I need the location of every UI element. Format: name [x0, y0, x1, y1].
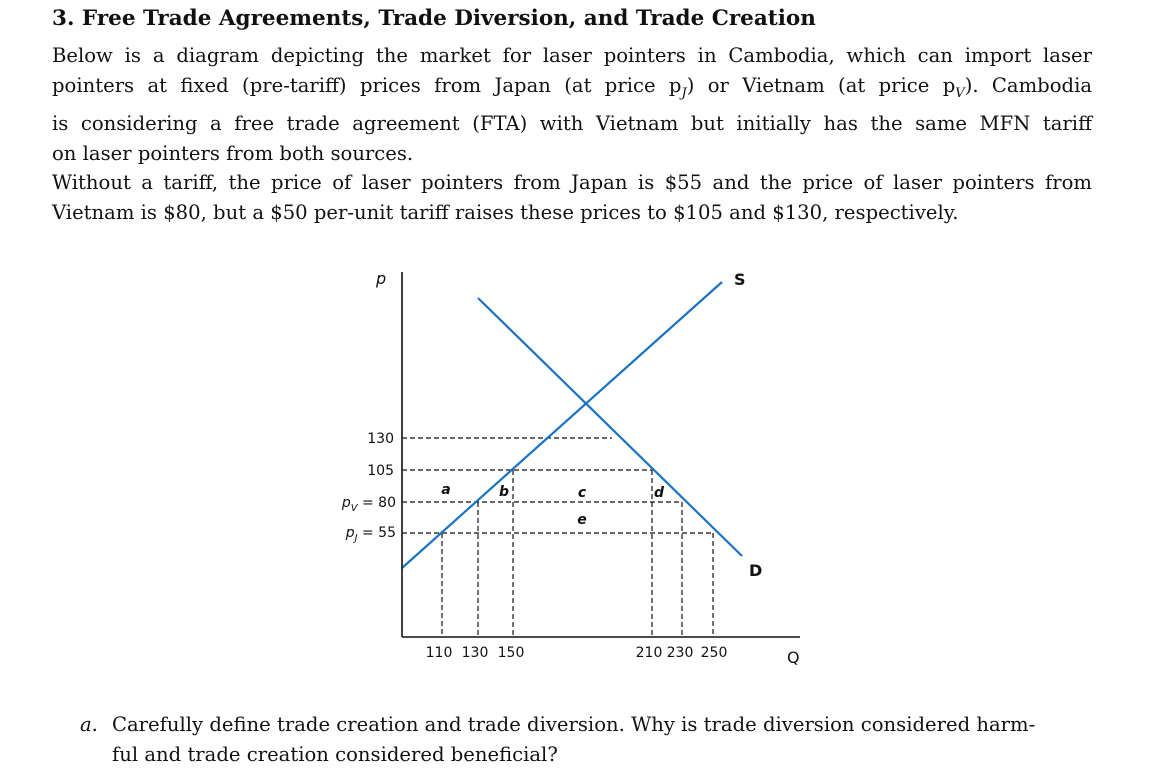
question-a-label: a.	[80, 713, 98, 736]
area-a-label: a	[441, 482, 451, 498]
q-tick-250: 250	[700, 645, 728, 661]
x-axis-label: Q	[787, 648, 800, 667]
intro-line-4: on laser pointers from both sources.	[52, 141, 414, 165]
intro-line-3: is considering a free trade agreement (FTA) with Vietnam but initially has the same MFN tariff	[52, 111, 1092, 135]
area-e-label: e	[577, 512, 587, 528]
intro-line-2: pointers at fixed (pre-tariff) prices from Japan (at price $p_J$) or Vietnam (at price $p_V$). Cambodia	[52, 74, 1093, 101]
y-axis-label: p	[376, 269, 387, 288]
price-tick-130: 130	[367, 431, 394, 447]
dashed-guides	[402, 438, 713, 637]
q-tick-150: 150	[497, 645, 525, 661]
intro-line-1: Below is a diagram depicting the market for laser pointers in Cambodia, which can import laser	[52, 44, 1092, 67]
price-line-2: Vietnam is $80, but a $50 per-unit tariff raises these prices to $105 and $130, respectively.	[52, 201, 959, 224]
question-a	[80, 710, 1090, 770]
q-tick-130: 130	[461, 645, 489, 661]
supply-label: S	[734, 270, 746, 289]
question-a-line-2: ful and trade creation considered beneficial?	[112, 743, 558, 766]
price-tick-105: 105	[367, 463, 394, 479]
q-tick-110: 110	[425, 645, 453, 661]
question-title: 3. Free Trade Agreements, Trade Diversion, and Trade Creation	[52, 6, 816, 31]
price-tick-pv: $p_V = 80$	[341, 495, 396, 514]
supply-curve	[402, 282, 722, 568]
price-tick-pj: $p_J = 55$	[345, 525, 396, 544]
demand-label: D	[749, 561, 763, 580]
question-a-line-1: a. Carefully define trade creation and trade diversion. Why is trade diversion considered harm-	[80, 710, 1090, 740]
area-c-label: c	[577, 485, 587, 501]
area-b-label: b	[498, 484, 510, 500]
demand-curve	[478, 298, 742, 556]
q-tick-210: 210	[635, 645, 663, 661]
q-tick-230: 230	[666, 645, 694, 661]
price-line-1: Without a tariff, the price of laser pointers from Japan is $55 and the price of laser pointers from	[52, 171, 1092, 194]
area-d-label: d	[653, 485, 665, 501]
